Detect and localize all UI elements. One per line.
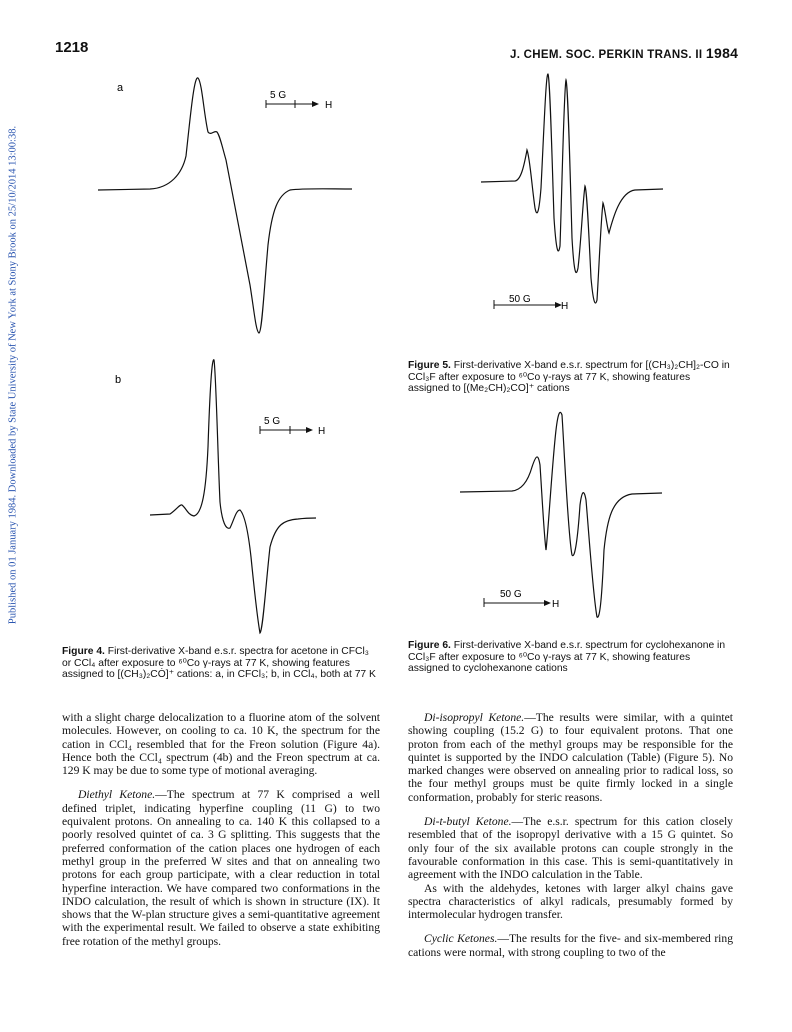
- journal-year: 1984: [705, 45, 739, 61]
- figure-4-caption-text: First-derivative X-band e.s.r. spectra for acetone in CFCl₃ or CCl₄ after exposure to ⁶⁰Co γ-rays at 77 K, showing features assigned to [(CH₃)₂CȮ]⁺ cations: a, in CFCl₃; b, in CCl₄, both at 77 K: [62, 646, 376, 681]
- figure-6-trace: [460, 412, 662, 617]
- figure-5-spectrum: [475, 68, 695, 323]
- figure-5-field-label: H: [561, 301, 569, 312]
- paragraph: Diethyl Ketone.—The spectrum at 77 K comprised a well defined triplet, indicating hyperfine coupling (11 G) to two equivalent protons. On annealing to ca. 140 K this collapsed to a poorly resolved quintet of ca. 3 G splitting. This suggests that the preferred conformation of the cation places one hydrogen of each methyl group in the preferred W sites and that on annealing two protons for each group participate, with a clear reduction in total hyperfine interaction. We have compared two conformations in the INDO calculation, the result of which is shown in structure (IX). It shows that the W-plan structure gives a semi-quantitative agreement with the experimental result. We failed to observe a state exhibiting free rotation of the methyl groups.: [62, 788, 381, 948]
- download-watermark: [2, 95, 24, 655]
- figure-4a-trace: [98, 78, 352, 333]
- paragraph: Cyclic Ketones.—The results for the five- and six-membered ring cations were normal, with strong coupling to two of the: [408, 932, 733, 959]
- figure-6-spectrum: [452, 405, 692, 630]
- figure-5-caption: [408, 360, 733, 395]
- figure-4-caption: [62, 646, 378, 681]
- figure-6-caption-text: First-derivative X-band e.s.r. spectrum for cyclohexanone in CCl₃F after exposure to ⁶⁰Co γ-rays at 77 K, showing features assigned to cyclohexanone cations: [408, 640, 726, 675]
- figure-4a-panel-label: a: [117, 82, 124, 94]
- left-text-column: [62, 711, 380, 948]
- page-number: 1218: [55, 39, 89, 56]
- paragraph: with a slight charge delocalization to a fluorine atom of the solvent molecules. However, on cooling to ca. 10 K, the spectrum for the cation in CCl₄ resembled that for the Freon solution (Figure 4a). Hence both the CCl₄ spectrum (4b) and the Freon spectrum at ca. 129 K may be due to some type of motional averaging.: [62, 711, 380, 778]
- paragraph: Di-t-butyl Ketone.—The e.s.r. spectrum for this cation closely resembled that of the isopropyl derivative with a 15 G quintet. So only four of the six available protons can couple strongly in the favourable conformation in this case. This is semi-quantitatively in agreement with the INDO calculation in the Table.: [408, 815, 733, 882]
- section-heading: Cyclic Ketones.: [424, 932, 498, 946]
- section-heading: Di-isopropyl Ketone.: [424, 711, 525, 724]
- figure-4-caption-label: Figure 4.: [62, 646, 105, 657]
- figure-4b-trace: [150, 360, 316, 633]
- section-heading: Diethyl Ketone.: [78, 788, 156, 802]
- figure-6-caption: [408, 640, 733, 675]
- section-heading: Di-t-butyl Ketone.: [424, 815, 512, 829]
- figure-4b-scale-bar: [260, 426, 313, 434]
- download-watermark-text: Published on 01 January 1984. Downloaded by State University of New York at Stony Brook on 25/10/2014 13:00:38.: [7, 125, 19, 625]
- figure-6-field-label: H: [552, 599, 560, 610]
- figure-4a-scale-label: 5 G: [270, 90, 287, 101]
- figure-6-scale-label: 50 G: [500, 589, 522, 600]
- figure-4a-field-label: H: [325, 100, 333, 111]
- figure-4a-scale-bar: [266, 100, 319, 108]
- figure-5-trace: [481, 74, 663, 303]
- journal-name: J. CHEM. SOC. PERKIN TRANS. II: [510, 49, 703, 61]
- right-text-column: [408, 711, 733, 959]
- figure-5-scale-label: 50 G: [509, 294, 531, 305]
- journal-header: [510, 45, 738, 61]
- figure-4a-spectrum: [90, 70, 360, 345]
- figure-4b-scale-label: 5 G: [264, 416, 281, 427]
- paragraph: As with the aldehydes, ketones with larger alkyl chains gave spectra characteristics of alkyl radicals, presumably formed by intermolecular hydrogen transfer.: [408, 881, 733, 922]
- paragraph: Di-isopropyl Ketone.—The results were similar, with a quintet showing coupling (15.2 G) to four equivalent protons. That one proton from each of the methyl groups may be responsible for the quintet is supported by the INDO calculation (Table) (Figure 5). No marked changes were observed on annealing prior to radical loss, so the four methyl groups must be quite firmly locked in a single conformation, probably for steric reasons.: [408, 711, 733, 804]
- figure-6-caption-label: Figure 6.: [408, 640, 451, 651]
- figure-4b-panel-label: b: [115, 374, 122, 386]
- figure-5-caption-text: First-derivative X-band e.s.r. spectrum for [(CH₃)₂CH]₂-CO in CCl₃F after exposure to ⁶⁰Co γ-rays at 77 K, showing features assigned to [(Me₂CH)₂CO]⁺ cations: [408, 360, 730, 395]
- figure-4b-field-label: H: [318, 426, 326, 437]
- figure-5-caption-label: Figure 5.: [408, 360, 451, 371]
- figure-4b-spectrum: [110, 352, 340, 637]
